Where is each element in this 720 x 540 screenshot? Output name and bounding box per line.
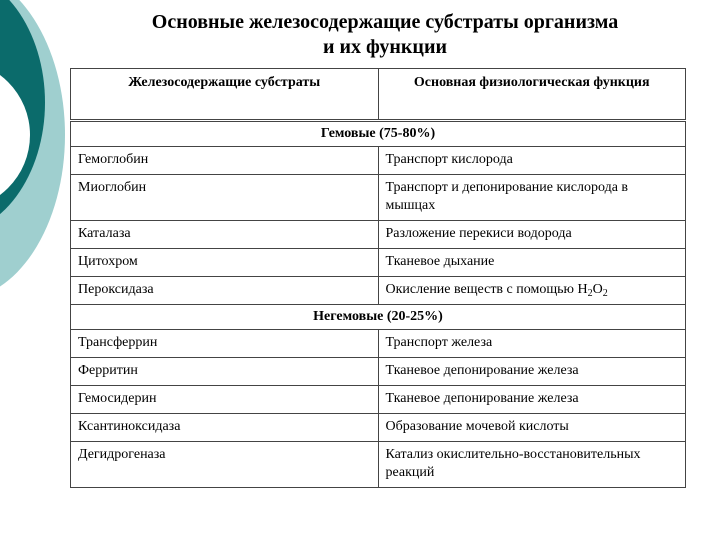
decorative-circles (0, 0, 70, 290)
table-row (71, 330, 686, 358)
substrate-cell: Ферритин (71, 358, 379, 386)
function-text: Окисление веществ с помощью H (385, 282, 588, 297)
header-function: Основная физиологическая функция (378, 69, 686, 121)
table-row (71, 221, 686, 249)
substrate-cell: Пероксидаза (71, 277, 379, 305)
function-cell (378, 277, 686, 305)
subscript-2: 2 (587, 288, 593, 299)
table-row (71, 147, 686, 175)
function-cell: Тканевое депонирование железа (378, 386, 686, 414)
section-heme (71, 121, 686, 147)
table-row (71, 442, 686, 488)
slide-title (80, 10, 690, 60)
table-row (71, 414, 686, 442)
formula-o: O (592, 282, 603, 297)
title-line-1: Основные железосодержащие субстраты организма (151, 11, 619, 33)
table-header-row (71, 69, 686, 121)
substrate-cell: Трансферрин (71, 330, 379, 358)
substrate-cell: Гемоглобин (71, 147, 379, 175)
substrate-cell: Гемосидерин (71, 386, 379, 414)
table-row (71, 175, 686, 221)
function-cell: Тканевое дыхание (378, 249, 686, 277)
section-title: Негемовые (20-25%) (71, 305, 686, 330)
substrate-cell: Цитохром (71, 249, 379, 277)
function-cell: Катализ окислительно-восстановительных реакций (378, 442, 686, 488)
subscript-2: 2 (602, 288, 608, 299)
table-row (71, 386, 686, 414)
table-row (71, 277, 686, 305)
title-line-2: и их функции (322, 36, 447, 58)
table-row (71, 358, 686, 386)
function-cell: Образование мочевой кислоты (378, 414, 686, 442)
header-substrates: Железосодержащие субстраты (71, 69, 379, 121)
section-non-heme (71, 305, 686, 330)
substrate-cell: Каталаза (71, 221, 379, 249)
function-cell: Транспорт кислорода (378, 147, 686, 175)
table-row (71, 249, 686, 277)
iron-substrates-table (70, 68, 686, 488)
function-cell: Разложение перекиси водорода (378, 221, 686, 249)
substrate-cell: Ксантиноксидаза (71, 414, 379, 442)
substrate-cell: Дегидрогеназа (71, 442, 379, 488)
function-cell: Тканевое депонирование железа (378, 358, 686, 386)
substrate-cell: Миоглобин (71, 175, 379, 221)
section-title: Гемовые (75-80%) (71, 121, 686, 147)
function-cell: Транспорт и депонирование кислорода в мышцах (378, 175, 686, 221)
function-cell: Транспорт железа (378, 330, 686, 358)
